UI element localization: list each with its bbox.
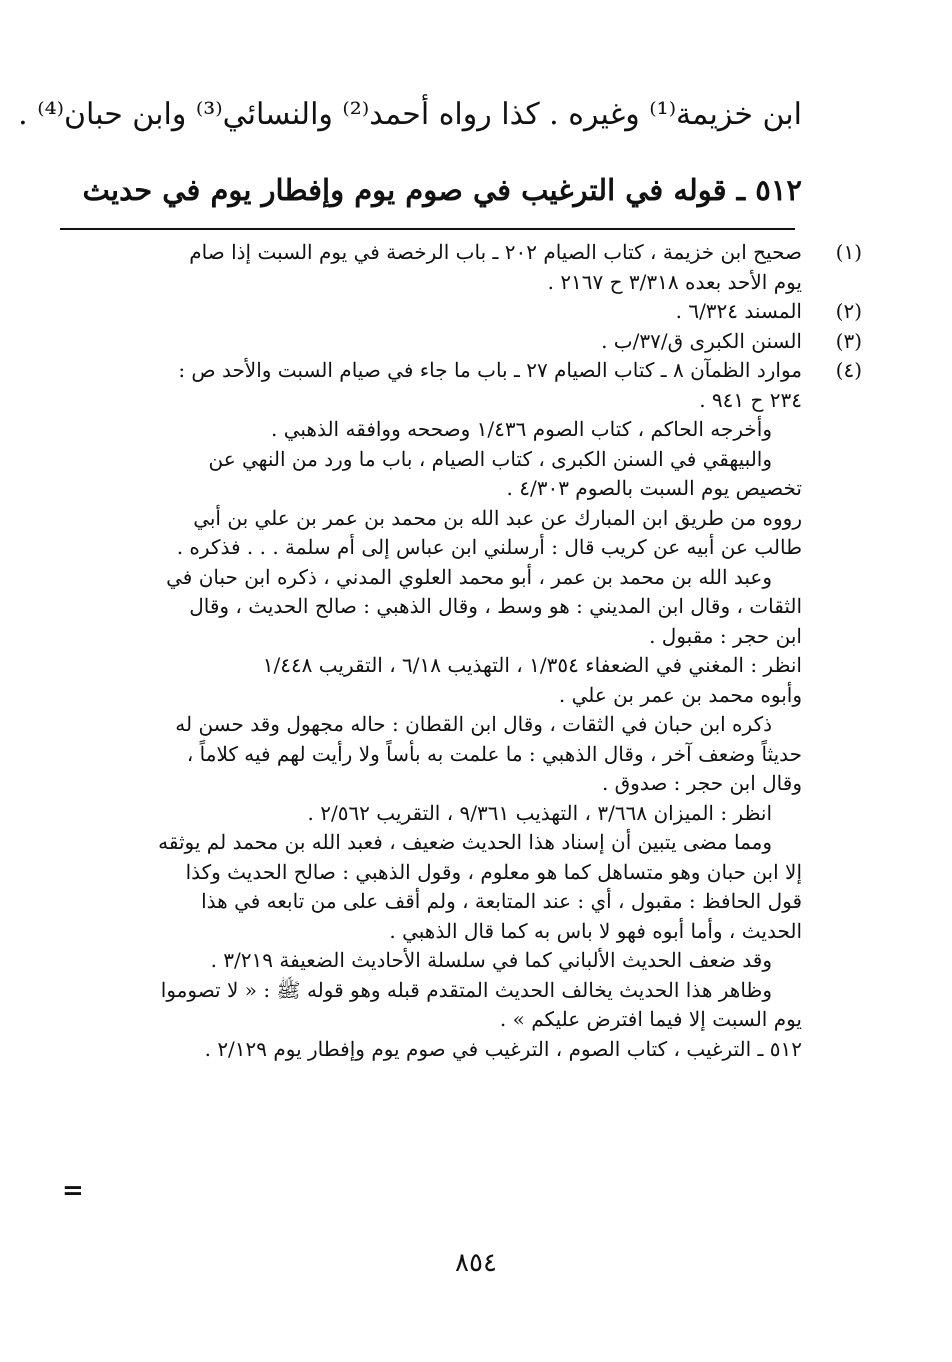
note-paragraph: ومما مضى يتبين أن إسناد هذا الحديث ضعيف ، فعبد الله بن محمد لم يوثقه (158, 830, 772, 854)
footnote-text: المسند ٦/٣٢٤ . (675, 299, 802, 323)
note-paragraph-continued: طالب عن أبيه عن كريب قال : أرسلني ابن عباس إلى أم سلمة . . . فذكره . (176, 535, 802, 559)
footnote-4 (92, 356, 862, 386)
footnote-number: (٤) (835, 358, 862, 382)
note-paragraph: انظر : الميزان ٣/٦٦٨ ، التهذيب ٩/٣٦١ ، التقريب ٢/٥٦٢ . (307, 800, 772, 825)
note-paragraph: ذكره ابن حبان في الثقات ، وقال ابن القطان : حاله مجهول وقد حسن له (175, 712, 772, 736)
footnote-text: موارد الظمآن ٨ ـ كتاب الصيام ٢٧ ـ باب ما جاء في صيام السبت والأحد ص : (178, 358, 802, 382)
note-paragraph: وعبد الله بن محمد بن عمر ، أبو محمد العلوي المدني ، ذكره ابن حبان في (166, 564, 772, 589)
footnote-text: السنن الكبرى ق/٣٧/ب . (601, 328, 802, 353)
page-number: ٨٥٤ (455, 1248, 497, 1278)
footnote-number: (٢) (835, 299, 862, 323)
continuation-mark: = (62, 1176, 84, 1206)
note-paragraph-continued: وقال ابن حجر : صدوق . (601, 771, 802, 795)
section-heading: ٥١٢ ـ قوله في الترغيب في صوم يوم وإفطار يوم في حديث (82, 173, 802, 207)
footnote-1-continued: يوم الأحد بعده ٣/٣١٨ ح ٢١٦٧ . (547, 269, 802, 294)
footnote-text: صحيح ابن خزيمة ، كتاب الصيام ٢٠٢ ـ باب الرخصة في يوم السبت إذا صام (189, 240, 802, 264)
footnote-2 (92, 297, 862, 327)
reference-note: ٥١٢ ـ الترغيب ، كتاب الصوم ، الترغيب في صوم يوم وإفطار يوم ٢/١٢٩ . (204, 1036, 802, 1061)
note-paragraph-continued: ابن حجر : مقبول . (649, 623, 802, 648)
note-paragraph-continued: تخصيص يوم السبت بالصوم ٤/٣٠٣ . (506, 476, 802, 500)
note-paragraph-continued: وأبوه محمد بن عمر بن علي . (558, 682, 802, 707)
footnote-separator (60, 228, 795, 230)
footnotes-block (92, 238, 862, 1064)
note-paragraph: رووه من طريق ابن المبارك عن عبد الله بن محمد بن عمر بن علي بن أبي (193, 505, 802, 530)
footnote-3 (92, 327, 862, 357)
note-paragraph: وأخرجه الحاكم ، كتاب الصوم ١/٤٣٦ وصححه ووافقه الذهبي . (271, 417, 772, 441)
note-paragraph-continued: يوم السبت إلا فيما افترض عليكم » . (499, 1007, 802, 1031)
note-paragraph: والبيهقي في السنن الكبرى ، كتاب الصيام ، باب ما ورد من النهي عن (208, 446, 772, 471)
note-paragraph-continued: الثقات ، وقال ابن المديني : هو وسط ، وقال الذهبي : صالح الحديث ، وقال (189, 594, 802, 618)
footnote-4-continued: ٢٣٤ ح ٩٤١ . (699, 387, 802, 412)
note-paragraph-continued: الحديث ، وأما أبوه فهو لا باس به كما قال الذهبي . (389, 918, 802, 943)
continuation-line: ابن خزيمة⁽¹⁾ وغيره . كذا رواه أحمد⁽²⁾ والنسائي⁽³⁾ وابن حبان⁽⁴⁾ . (18, 97, 802, 132)
note-paragraph: وقد ضعف الحديث الألباني كما في سلسلة الأحاديث الضعيفة ٣/٢١٩ . (210, 948, 772, 972)
footnote-1 (92, 238, 862, 268)
footnote-number: (٣) (835, 328, 862, 353)
note-paragraph-continued: قول الحافظ : مقبول ، أي : عند المتابعة ، ولم أقف على من تابعه في هذا (201, 889, 802, 913)
footnote-number: (١) (835, 240, 862, 264)
note-paragraph: وظاهر هذا الحديث يخالف الحديث المتقدم قبله وهو قوله ﷺ : « لا تصوموا (160, 977, 772, 1002)
note-paragraph-continued: إلا ابن حبان وهو متساهل كما هو معلوم ، وقول الذهبي : صالح الحديث وكذا (185, 859, 802, 884)
note-paragraph-continued: حديثاً وضعف آخر ، وقال الذهبي : ما علمت به بأساً ولا رأيت لهم فيه كلاماً ، (186, 741, 802, 766)
note-paragraph: انظر : المغني في الضعفاء ١/٣٥٤ ، التهذيب ٦/١٨ ، التقريب ١/٤٤٨ (262, 653, 802, 677)
